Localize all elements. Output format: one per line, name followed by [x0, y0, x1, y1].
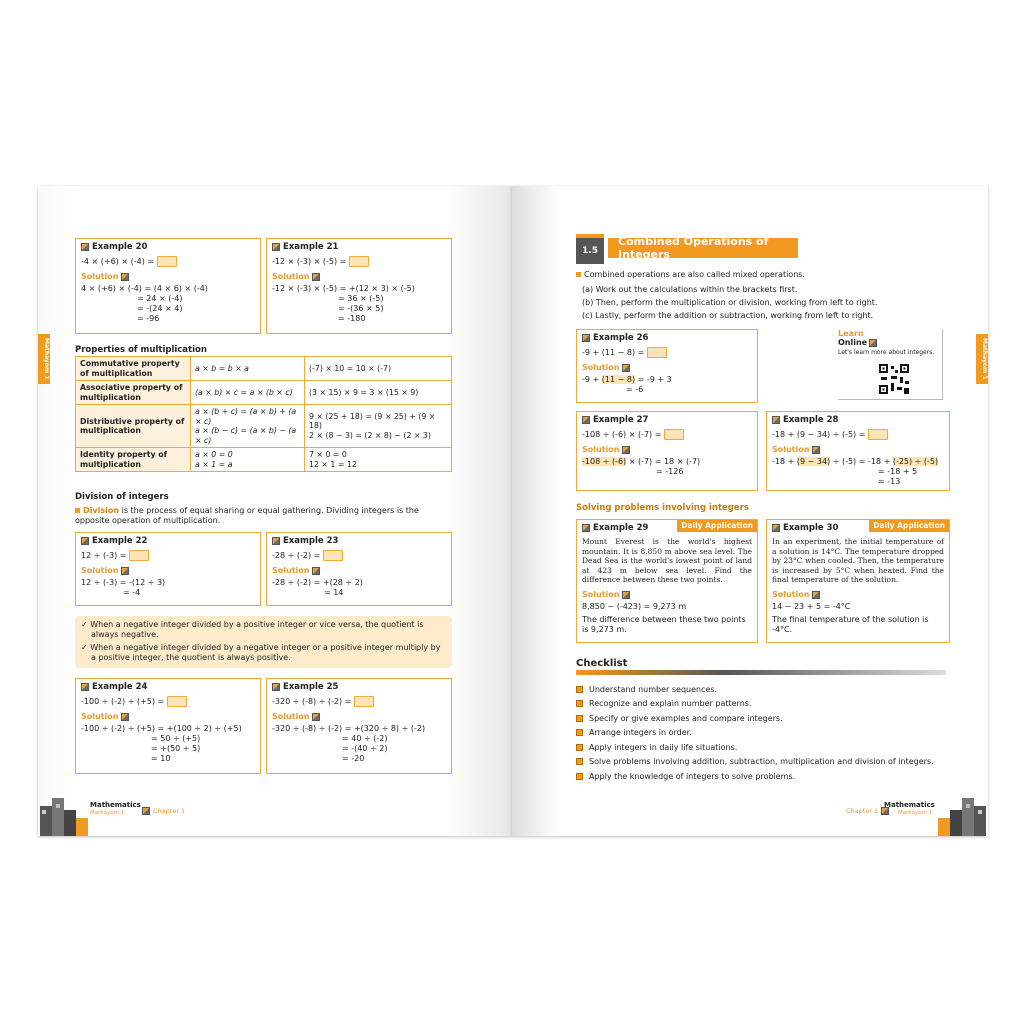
- cube-icon: [869, 339, 877, 347]
- learn-online-text: Let's learn more about integers.: [838, 349, 935, 356]
- example-question: 12 ÷ (-3) =: [81, 551, 127, 560]
- solution-line: = 10: [151, 754, 171, 763]
- footer-level: Mathayom 1: [898, 810, 933, 816]
- pixel-blocks-icon: [38, 792, 88, 836]
- cube-icon: [622, 591, 630, 599]
- solution-label: Solution: [582, 589, 620, 599]
- answer-text: The final temperature of the solution is -4°C.: [772, 614, 929, 634]
- problems-heading: Solving problems involving integers: [576, 503, 749, 513]
- cube-icon: [121, 713, 129, 721]
- checklist: [576, 682, 934, 784]
- cube-icon: [312, 567, 320, 575]
- example-question: -28 ÷ (-2) =: [272, 551, 321, 560]
- step-item: (c) Lastly, perform the addition or subtraction, working from left to right.: [582, 311, 874, 320]
- cube-icon: [622, 364, 630, 372]
- example-title: Example 25: [283, 682, 339, 692]
- example-title: Example 22: [92, 536, 148, 546]
- property-example: 9 × (25 + 18) = (9 × 25) + (9 × 18) 2 × (8 − 3) = (2 × 8) − (2 × 3): [305, 405, 452, 448]
- solution-line: 8,850 − (-423) = 9,273 m: [582, 601, 687, 611]
- checklist-item: Solve problems involving addition, subtraction, multiplication and division of integers.: [576, 755, 934, 770]
- example-title: Example 21: [283, 242, 339, 252]
- answer-box: [868, 429, 888, 440]
- cube-icon: [312, 713, 320, 721]
- example-26-box: [576, 329, 758, 403]
- example-21-box: [266, 238, 452, 334]
- answer-box: [157, 256, 177, 267]
- solution-line: = -13: [878, 477, 901, 486]
- solution-line: 4 × (+6) × (-4) = (4 × 6) × (-4): [81, 284, 208, 293]
- solution-label: Solution: [81, 566, 119, 575]
- solution-line: = -6: [626, 385, 644, 394]
- answer-box: [323, 550, 343, 561]
- cube-icon: [582, 334, 590, 342]
- footer-level: Mathayom 1: [90, 810, 125, 816]
- solution-label: Solution: [772, 445, 810, 454]
- solution-line: -100 ÷ (-2) ÷ (+5) = +(100 ÷ 2) ÷ (+5): [81, 724, 242, 733]
- cube-icon: [121, 567, 129, 575]
- checklist-title: Checklist: [576, 658, 628, 669]
- pixel-blocks-decoration: [938, 792, 988, 836]
- example-24-box: [75, 678, 261, 774]
- section-title: Combined Operations of Integers: [608, 238, 798, 258]
- learn-online-panel: [838, 329, 943, 400]
- chapter-tab: Mathayom 1: [976, 334, 988, 384]
- property-rule: a × b = b × a: [191, 357, 305, 381]
- solution-line: = 14: [324, 588, 344, 597]
- cube-icon: [81, 243, 89, 251]
- checklist-item: Specify or give examples and compare integers.: [576, 711, 934, 726]
- example-question: -12 × (-3) × (-5) =: [272, 257, 347, 266]
- checklist-item: Recognize and explain number patterns.: [576, 697, 934, 712]
- example-title: Example 28: [783, 415, 839, 425]
- footer-chapter-label: Chapter 1: [846, 807, 879, 815]
- solution-label: Solution: [582, 363, 620, 372]
- solution-line: -108 ÷ (-6) × (-7) = 18 × (-7): [582, 457, 701, 466]
- bullet-icon: [75, 508, 80, 513]
- example-question: -320 ÷ (-8) ÷ (-2) =: [272, 697, 352, 706]
- solution-label: Solution: [582, 445, 620, 454]
- solution-label: Solution: [772, 589, 810, 599]
- division-term: Division: [83, 506, 120, 515]
- checklist-item: Understand number sequences.: [576, 682, 934, 697]
- solution-label: Solution: [272, 566, 310, 575]
- cube-icon: [772, 524, 780, 532]
- right-page: [512, 186, 988, 836]
- solution-line: = 24 × (-4): [137, 294, 183, 303]
- checkbox-icon: [576, 700, 583, 707]
- answer-box: [354, 696, 374, 707]
- checklist-item: Apply integers in daily life situations.: [576, 740, 934, 755]
- online-label: Online: [838, 338, 868, 347]
- solution-line: = -4: [123, 588, 141, 597]
- table-row: [76, 405, 452, 448]
- cube-icon: [81, 683, 89, 691]
- cube-icon: [121, 273, 129, 281]
- example-question: -9 + (11 − 8) =: [582, 348, 645, 357]
- solution-label: Solution: [81, 712, 119, 721]
- checklist-item: Arrange integers in order.: [576, 726, 934, 741]
- example-25-box: [266, 678, 452, 774]
- solution-line: = 40 ÷ (-2): [342, 734, 388, 743]
- example-29-box: [576, 519, 758, 643]
- cube-icon: [622, 446, 630, 454]
- footer-chapter-label: Chapter 1: [153, 807, 186, 815]
- checkbox-icon: [576, 758, 583, 765]
- solution-line: = -96: [137, 314, 160, 323]
- example-title: Example 20: [92, 242, 148, 252]
- example-title: Example 27: [593, 415, 649, 425]
- bullet-icon: [576, 272, 581, 277]
- table-row: [76, 448, 452, 472]
- answer-text: The difference between these two points is 9,273 m.: [582, 614, 746, 634]
- property-rule: a × 0 = 0 a × 1 = a: [191, 448, 305, 472]
- example-question: -18 + (9 − 34) ÷ (-5) =: [772, 430, 866, 439]
- cube-icon: [81, 537, 89, 545]
- solution-line: = -(40 ÷ 2): [342, 744, 388, 753]
- example-title: Example 26: [593, 333, 649, 343]
- cube-icon: [772, 416, 780, 424]
- property-name: Associative property of multiplication: [76, 381, 191, 405]
- answer-box: [647, 347, 667, 358]
- rule-note: [75, 616, 452, 668]
- qr-code-icon[interactable]: [878, 363, 910, 395]
- chapter-tab: Mathayom 1: [38, 334, 50, 384]
- cube-icon: [312, 273, 320, 281]
- problem-text: In an experiment, the initial temperature of a solution is 14°C. The temperature dropped by 23°C when cooled. Then, the temperature is increased by 5°C when heated. Find the final temperature of the solution.: [772, 537, 944, 584]
- daily-application-badge: Daily Application: [869, 520, 949, 532]
- problem-text: Mount Everest is the world's highest mountain. It is 8,850 m above sea level. The Dead Sea is the world's lowest point of land at 423 m below sea level. Find the difference between these two points.: [582, 537, 752, 584]
- example-22-box: [75, 532, 261, 606]
- property-example: 7 × 0 = 0 12 × 1 = 12: [305, 448, 452, 472]
- example-question: -108 ÷ (-6) × (-7) =: [582, 430, 662, 439]
- example-20-box: [75, 238, 261, 334]
- section-number: 1.5: [576, 234, 604, 264]
- step-item: (a) Work out the calculations within the brackets first.: [582, 285, 798, 294]
- left-page: [38, 186, 512, 836]
- cube-icon: [812, 591, 820, 599]
- cube-icon: [142, 807, 150, 815]
- solution-line: = -(24 × 4): [137, 304, 183, 313]
- online-row: [838, 338, 942, 347]
- solution-line: -28 ÷ (-2) = +(28 ÷ 2): [272, 578, 363, 587]
- intro-label: Combined operations are also called mixed operations.: [584, 270, 805, 279]
- division-heading: Division of integers: [75, 492, 169, 502]
- note-item: ✓ When a negative integer divided by a negative integer or a positive integer multiply by a positive integer, the quotient is always positive.: [81, 643, 441, 662]
- daily-application-badge: Daily Application: [677, 520, 757, 532]
- answer-box: [664, 429, 684, 440]
- cube-icon: [582, 524, 590, 532]
- solution-line: -320 ÷ (-8) ÷ (-2) = +(320 ÷ 8) ÷ (-2): [272, 724, 426, 733]
- footer-chapter: [142, 807, 185, 815]
- solution-line: 12 ÷ (-3) = -(12 ÷ 3): [81, 578, 166, 587]
- table-row: [76, 357, 452, 381]
- cube-icon: [272, 683, 280, 691]
- solution-line: = -126: [656, 467, 684, 476]
- example-28-box: [766, 411, 950, 491]
- footer-subject: Mathematics: [884, 801, 935, 809]
- pixel-blocks-decoration: [38, 792, 88, 836]
- cube-icon: [272, 537, 280, 545]
- checkbox-icon: [576, 744, 583, 751]
- checkbox-icon: [576, 686, 583, 693]
- solution-line: = 36 × (-5): [338, 294, 384, 303]
- intro-text: [576, 270, 805, 279]
- example-title: Example 23: [283, 536, 339, 546]
- example-question: -4 × (+6) × (-4) =: [81, 257, 155, 266]
- property-name: Identity property of multiplication: [76, 448, 191, 472]
- example-title: Example 29: [593, 523, 649, 533]
- cube-icon: [582, 416, 590, 424]
- solution-line: -9 + (11 − 8) = -9 + 3: [582, 375, 672, 384]
- property-name: Distributive property of multiplication: [76, 405, 191, 448]
- solution-line: -18 + (9 − 34) ÷ (-5) = -18 + (-25) ÷ (-5): [772, 457, 939, 466]
- cube-icon: [812, 446, 820, 454]
- footer-chapter: [846, 807, 889, 815]
- cube-icon: [272, 243, 280, 251]
- solution-line: = -180: [338, 314, 366, 323]
- property-example: (-7) × 10 = 10 × (-7): [305, 357, 452, 381]
- solution-line: = -18 + 5: [878, 467, 918, 476]
- example-title: Example 30: [783, 523, 839, 533]
- step-item: (b) Then, perform the multiplication or division, working from left to right.: [582, 298, 878, 307]
- solution-label: Solution: [272, 272, 310, 281]
- pixel-blocks-icon: [938, 792, 988, 836]
- checkbox-icon: [576, 773, 583, 780]
- checklist-rule: [576, 670, 946, 675]
- example-27-box: [576, 411, 758, 491]
- example-question: -100 ÷ (-2) ÷ (+5) =: [81, 697, 165, 706]
- properties-table: [75, 356, 452, 472]
- example-23-box: [266, 532, 452, 606]
- note-item: ✓ When a negative integer divided by a positive integer or vice versa, the quotient is always negative.: [81, 620, 424, 639]
- property-rule: a × (b + c) = (a × b) + (a × c) a × (b − c) = (a × b) − (a × c): [191, 405, 305, 448]
- table-row: [76, 381, 452, 405]
- property-rule: (a × b) × c = a × (b × c): [191, 381, 305, 405]
- division-text: is the process of equal sharing or equal gathering. Dividing integers is the opposite operation of multiplication.: [75, 506, 419, 525]
- checklist-item: Apply the knowledge of integers to solve problems.: [576, 769, 934, 784]
- answer-box: [349, 256, 369, 267]
- solution-line: = -(36 × 5): [338, 304, 384, 313]
- steps-list: [582, 283, 877, 322]
- solution-label: Solution: [272, 712, 310, 721]
- solution-line: = +(50 ÷ 5): [151, 744, 201, 753]
- solution-line: 14 − 23 + 5 = -4°C: [772, 601, 851, 611]
- property-name: Commutative property of multiplication: [76, 357, 191, 381]
- example-title: Example 24: [92, 682, 148, 692]
- property-example: (3 × 15) × 9 = 3 × (15 × 9): [305, 381, 452, 405]
- learn-label: Learn: [838, 329, 864, 338]
- division-paragraph: [75, 506, 452, 526]
- solution-line: = -20: [342, 754, 365, 763]
- example-30-box: [766, 519, 950, 643]
- solution-line: -12 × (-3) × (-5) = +(12 × 3) × (-5): [272, 284, 415, 293]
- properties-heading: Properties of multiplication: [75, 345, 207, 355]
- solution-line: = 50 ÷ (+5): [151, 734, 201, 743]
- footer-subject: Mathematics: [90, 801, 141, 809]
- answer-box: [167, 696, 187, 707]
- solution-label: Solution: [81, 272, 119, 281]
- checkbox-icon: [576, 715, 583, 722]
- answer-box: [129, 550, 149, 561]
- checkbox-icon: [576, 729, 583, 736]
